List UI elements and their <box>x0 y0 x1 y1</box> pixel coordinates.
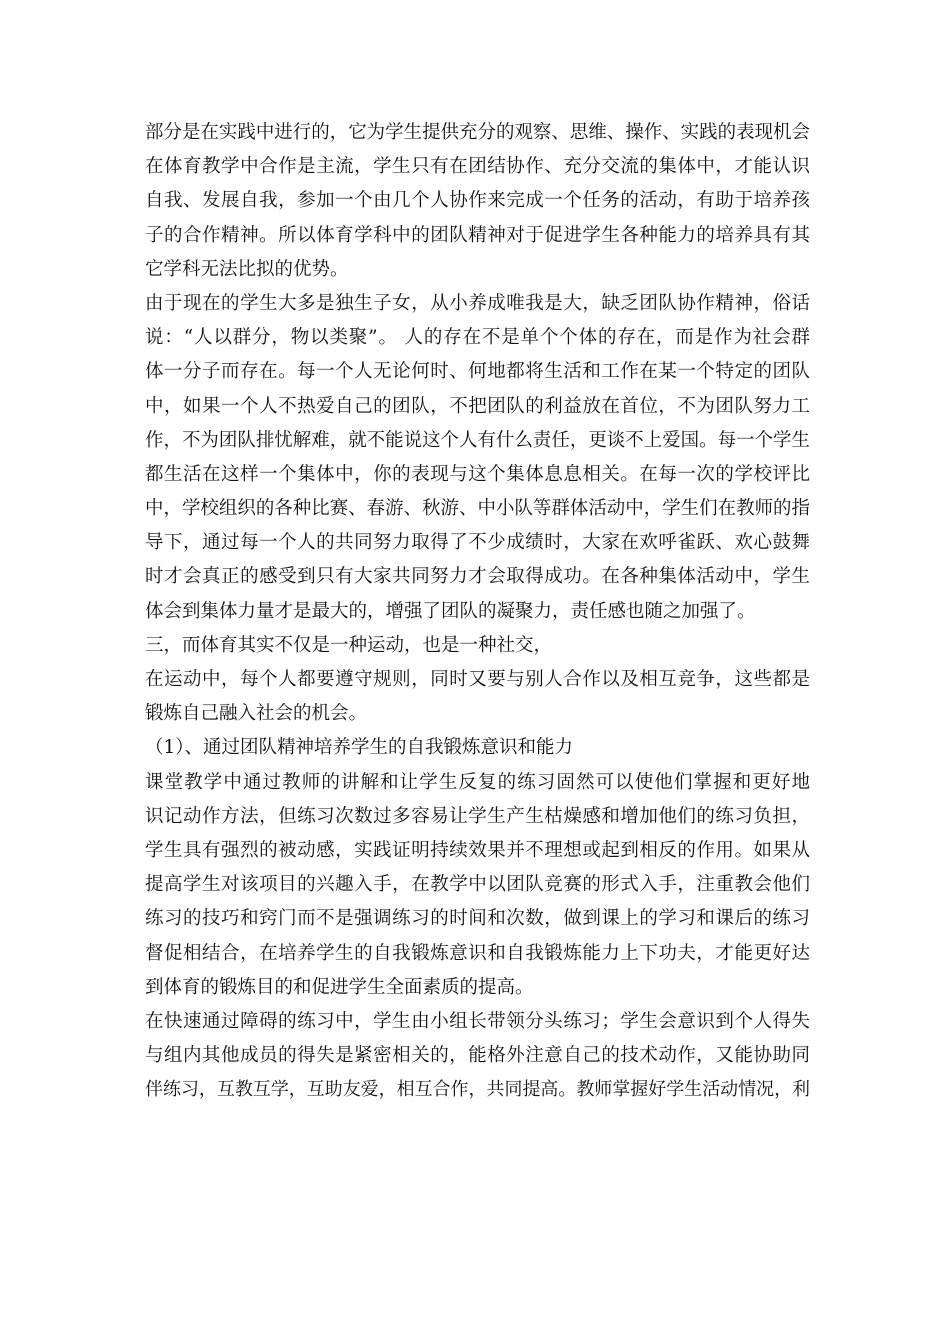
text-line: 学生具有强烈的被动感，实践证明持续效果并不理想或起到相反的作用。如果从 <box>145 839 810 861</box>
text-line: 子的合作精神。所以体育学科中的团队精神对于促进学生各种能力的培养具有其 <box>145 224 810 246</box>
text-line: 识记动作方法，但练习次数过多容易让学生产生枯燥感和增加他们的练习负担， <box>145 805 810 827</box>
text-line: 体会到集体力量才是最大的，增强了团队的凝聚力，责任感也随之加强了。 <box>145 600 756 622</box>
text-line: 锻炼自己融入社会的机会。 <box>145 703 368 725</box>
text-line: 到体育的锻炼目的和促进学生全面素质的提高。 <box>145 976 534 998</box>
text-line: 中，学校组织的各种比赛、春游、秋游、中小队等群体活动中，学生们在教师的指 <box>145 498 810 520</box>
text-line: 体一分子而存在。每一个人无论何时、何地都将生活和工作在某一个特定的团队 <box>145 361 810 383</box>
text-line: 督促相结合，在培养学生的自我锻炼意识和自我锻炼能力上下功夫，才能更好达 <box>145 942 810 964</box>
text-line: 部分是在实践中进行的，它为学生提供充分的观察、思维、操作、实践的表现机会 <box>145 122 810 143</box>
text-line: （1）、通过团队精神培养学生的自我锻炼意识和能力 <box>145 737 574 759</box>
text-line: 导下，通过每一个人的共同努力取得了不少成绩时，大家在欢呼雀跃、欢心鼓舞 <box>145 532 810 554</box>
document-body <box>145 116 810 1107</box>
text-line: 与组内其他成员的得失是紧密相关的，能格外注意自己的技术动作，又能协助同 <box>145 1045 810 1067</box>
text-line: 作，不为团队排忧解难，就不能说这个人有什么责任，更谈不上爱国。每一个学生 <box>145 429 810 451</box>
text-line: 都生活在这样一个集体中，你的表现与这个集体息息相关。在每一次的学校评比 <box>145 463 810 485</box>
text-line: 中，如果一个人不热爱自己的团队，不把团队的利益放在首位，不为团队努力工 <box>145 395 810 417</box>
text-line: 说：“人以群分，物以类聚”。 人的存在不是单个个体的存在，而是作为社会群 <box>145 327 810 349</box>
text-line: 它学科无法比拟的优势。 <box>145 258 349 280</box>
text-line: 课堂教学中通过教师的讲解和让学生反复的练习固然可以使他们掌握和更好地 <box>145 771 810 793</box>
text-line: 时才会真正的感受到只有大家共同努力才会取得成功。在各种集体活动中，学生 <box>145 566 810 588</box>
text-line: 在运动中，每个人都要遵守规则，同时又要与别人合作以及相互竞争，这些都是 <box>145 669 810 690</box>
text-line: 自我、发展自我，参加一个由几个人协作来完成一个任务的活动，有助于培养孩 <box>145 190 810 212</box>
text-line: 在体育教学中合作是主流，学生只有在团结协作、充分交流的集体中，才能认识 <box>145 156 810 178</box>
text-line: 由于现在的学生大多是独生子女，从小养成唯我是大，缺乏团队协作精神，俗话 <box>145 292 810 314</box>
text-line: 提高学生对该项目的兴趣入手，在教学中以团队竞赛的形式入手，注重教会他们 <box>145 874 810 896</box>
text-line: 伴练习，互教互学，互助友爱，相互合作，共同提高。教师掌握好学生活动情况，利 <box>145 1079 810 1101</box>
text-line: 三，而体育其实不仅是一种运动，也是一种社交， <box>145 634 553 656</box>
text-line: 练习的技巧和窍门而不是强调练习的时间和次数，做到课上的学习和课后的练习 <box>145 908 810 930</box>
text-line: 在快速通过障碍的练习中，学生由小组长带领分头练习；学生会意识到个人得失 <box>145 1010 810 1032</box>
